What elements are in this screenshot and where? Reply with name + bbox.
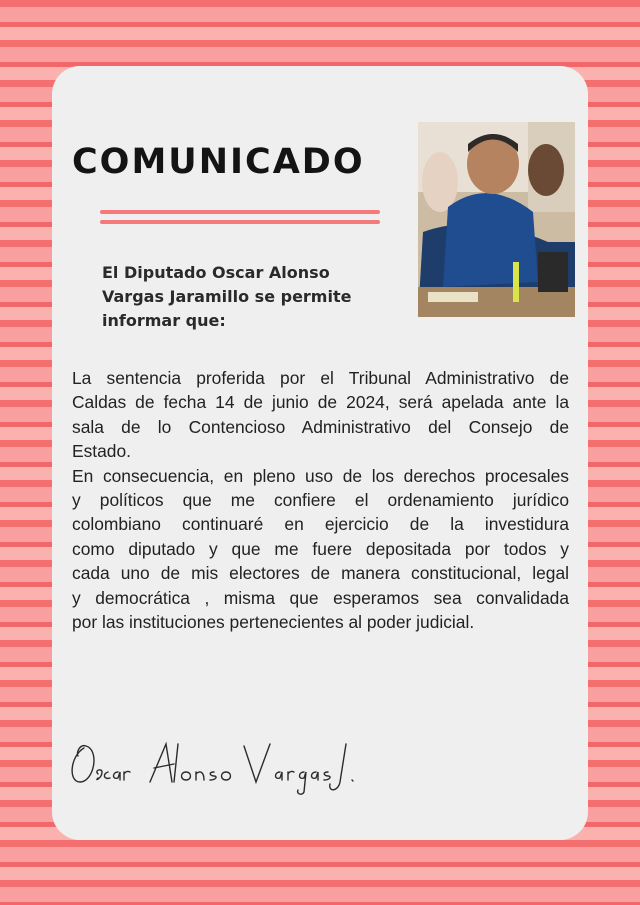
intro-line: El Diputado Oscar Alonso <box>102 263 330 282</box>
body-line: Estado. <box>72 441 131 462</box>
body-line: La sentencia proferida por el Tribunal Administrativo de <box>72 368 569 388</box>
statement-body <box>72 366 569 634</box>
intro-line: informar que: <box>102 311 226 330</box>
body-line: sala de lo Contencioso Administrativo del Consejo de <box>72 416 569 437</box>
body-line: y políticos que me confiere el ordenamiento jurídico <box>72 490 569 511</box>
body-line: por las instituciones pertenecientes al poder judicial. <box>72 612 475 633</box>
title-underline-second <box>100 220 380 224</box>
body-line: Caldas de fecha 14 de junio de 2024, será apelada ante la <box>72 392 569 413</box>
body-line: En consecuencia, en pleno uso de los derechos procesales <box>72 465 569 486</box>
portrait-photo <box>418 122 575 317</box>
title-underline <box>100 210 380 214</box>
body-line: como diputado y que me fuere depositada por todos y <box>72 538 569 559</box>
body-line: y democrática , misma que esperamos sea convalidada <box>72 587 569 608</box>
intro-line: Vargas Jaramillo se permite <box>102 287 352 306</box>
intro-text <box>102 261 392 333</box>
body-line: cada uno de mis electores de manera constitucional, legal <box>72 563 569 584</box>
handwritten-signature <box>66 738 366 798</box>
page-title: COMUNICADO <box>72 142 365 182</box>
body-line: colombiano continuaré en ejercicio de la investidura <box>72 514 569 535</box>
